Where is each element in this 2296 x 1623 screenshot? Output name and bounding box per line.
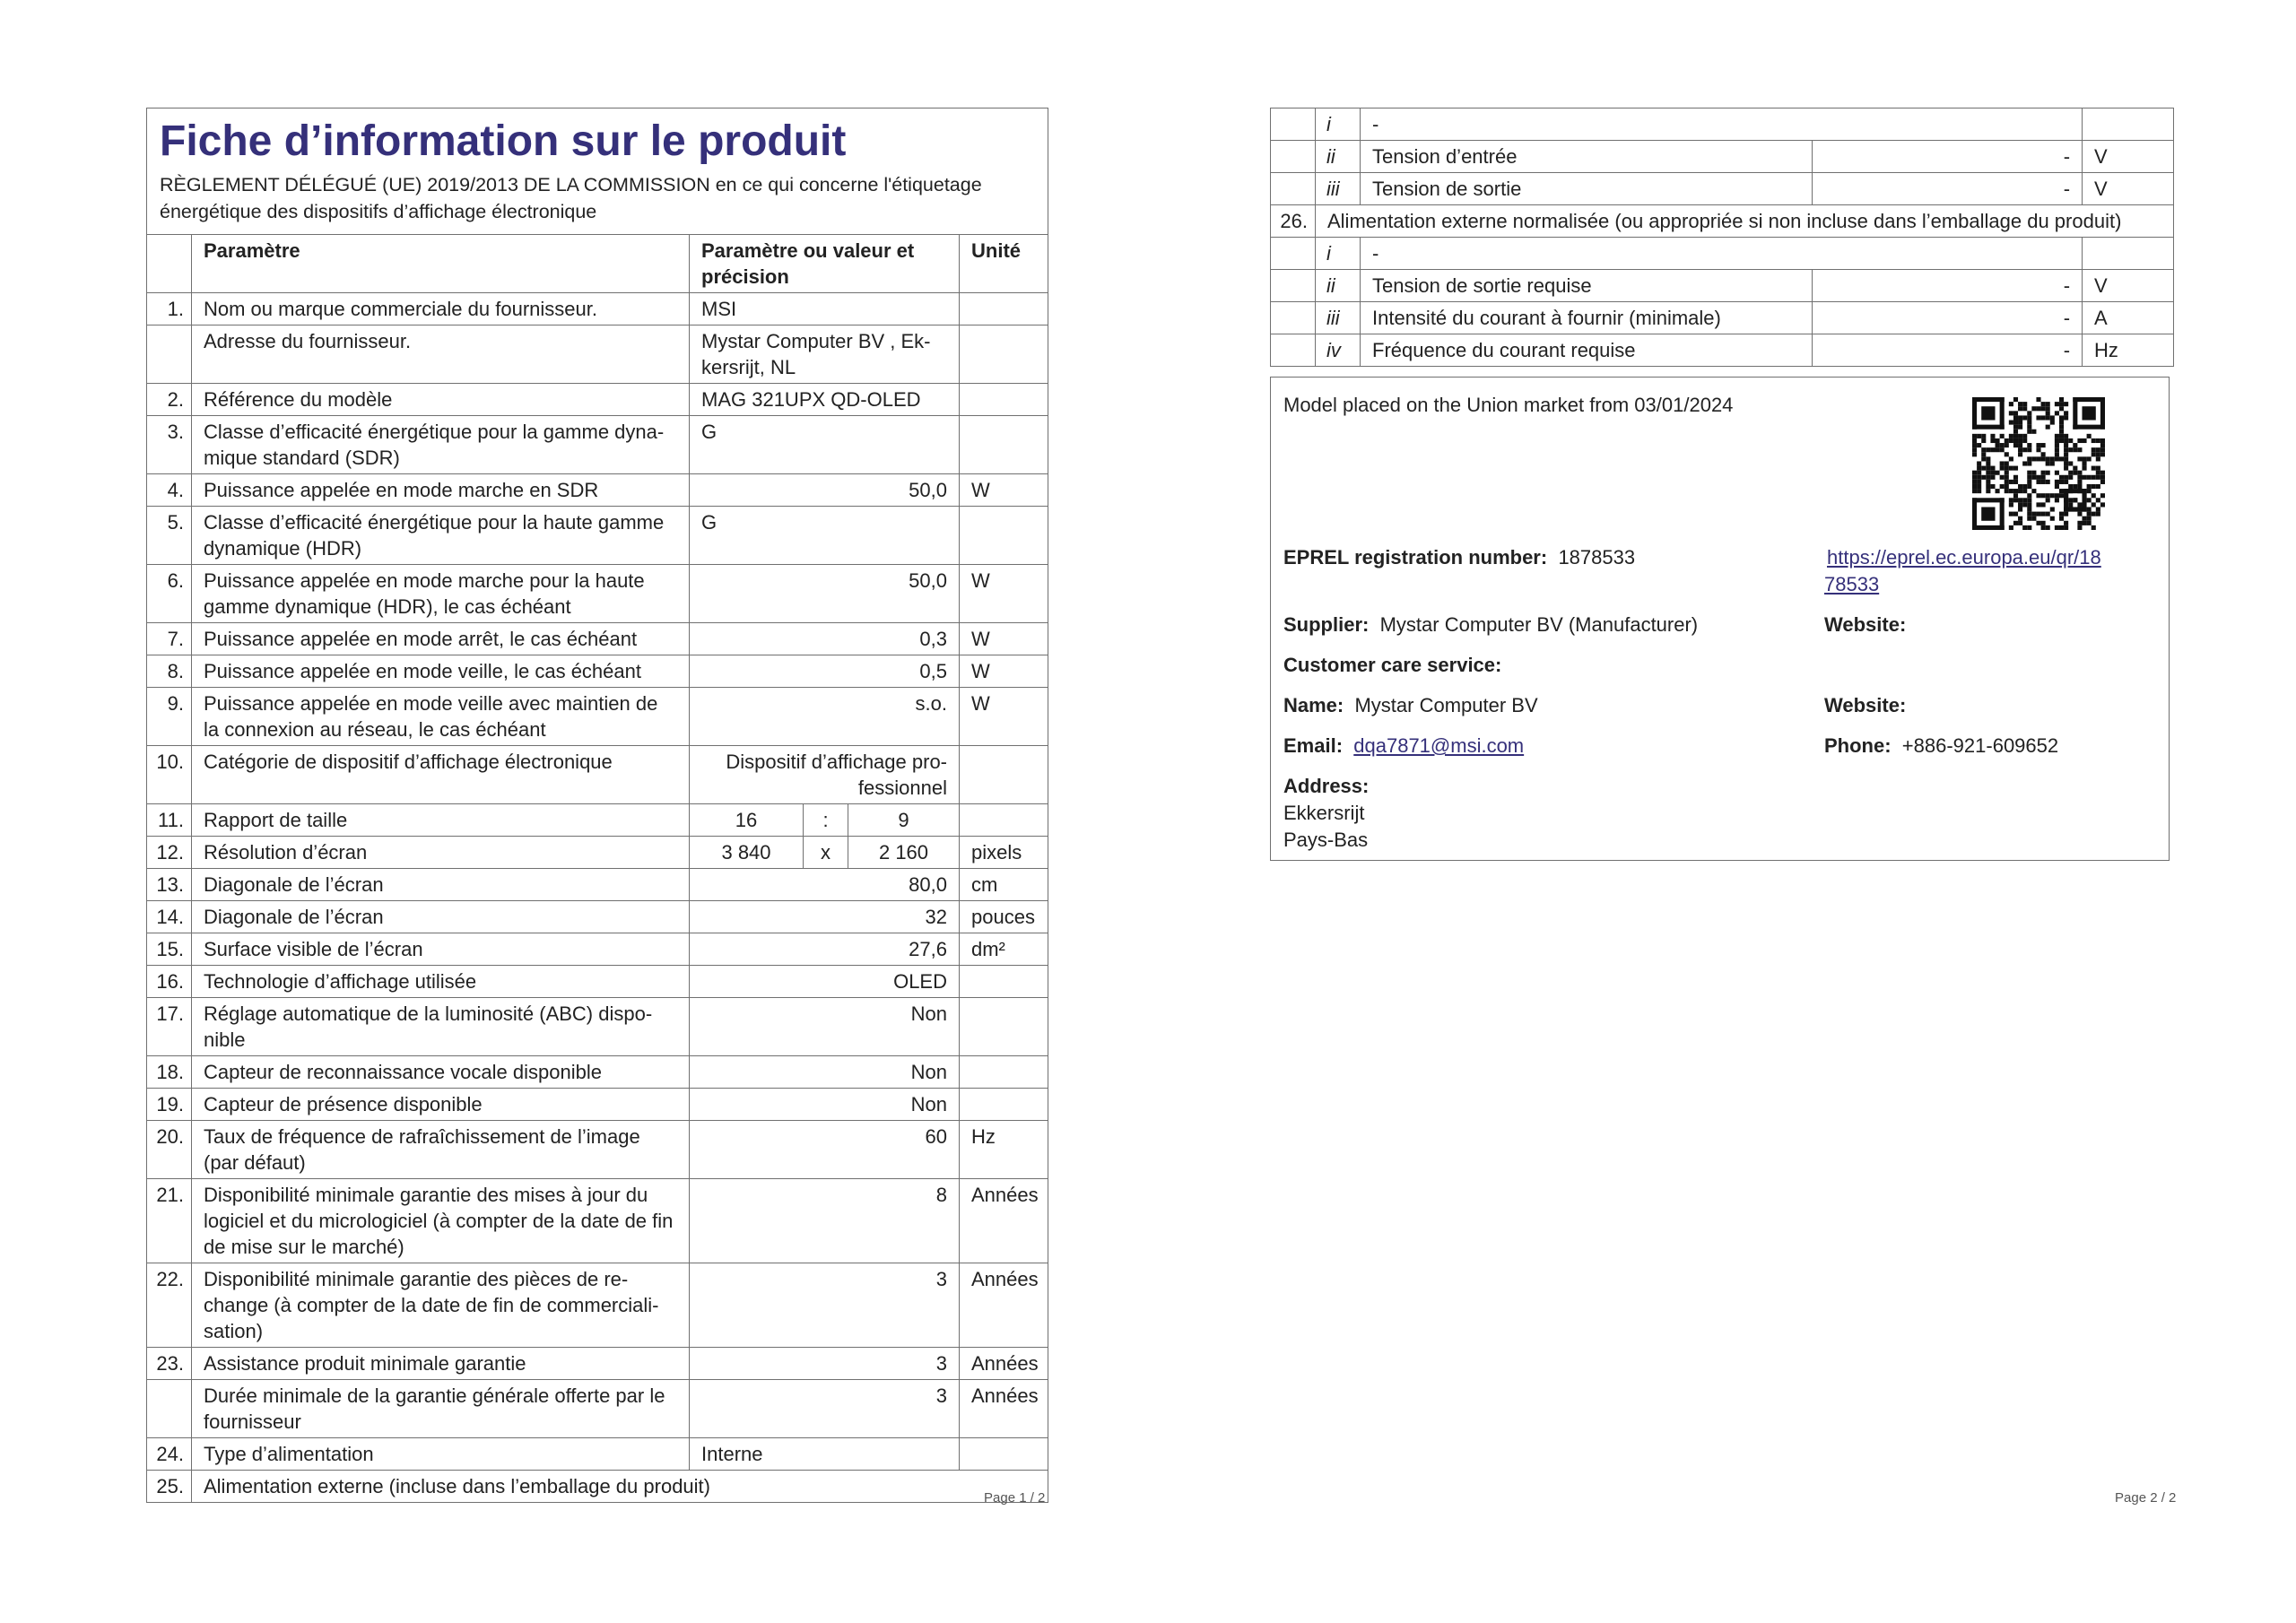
address-label: Address: <box>1283 775 1370 797</box>
page-number-1: Page 1 / 2 <box>984 1490 1046 1506</box>
eprel-number: 1878533 <box>1558 546 1636 568</box>
address-line-1: Ekkersrijt <box>1283 802 1365 824</box>
table-row: 16. Technologie d’affichage utilisée OLED <box>147 966 1048 998</box>
table-row: 21. Disponibilité minimale garantie des mises à jour du logiciel et du micrologiciel (à compter de la date de fin de mise sur le marché) 8 Années <box>147 1179 1048 1263</box>
page-2 <box>1270 108 2173 367</box>
table-row: 22. Disponibilité minimale garantie des pièces de re-change (à compter de la date de fin de commerciali-sation) 3 Années <box>147 1263 1048 1348</box>
table-row: 5. Classe d’efficacité énergétique pour la haute gamme dynamique (HDR) G <box>147 507 1048 565</box>
address-line-2: Pays-Bas <box>1283 829 1369 851</box>
table-row: Adresse du fournisseur. Mystar Computer BV , Ek-kersrijt, NL <box>147 325 1048 384</box>
name-value: Mystar Computer BV <box>1354 694 1538 716</box>
phone-label: Phone: <box>1824 734 1892 757</box>
title-row <box>147 108 1048 235</box>
table-row: iii Intensité du courant à fournir (minimale) - A <box>1271 302 2174 334</box>
email-label: Email: <box>1283 734 1344 757</box>
table-row: iii Tension de sortie - V <box>1271 173 2174 205</box>
regulation-subtitle: RÈGLEMENT DÉLÉGUÉ (UE) 2019/2013 DE LA COMMISSION en ce qui concerne l'étiquetage énergétique des dispositifs d’affichage électronique <box>160 174 982 222</box>
table-row: 19. Capteur de présence disponible Non <box>147 1089 1048 1121</box>
table-row: 17. Réglage automatique de la luminosité (ABC) dispo-nible Non <box>147 998 1048 1056</box>
table-row: i - <box>1271 108 2174 141</box>
page-title: Fiche d’information sur le produit <box>160 117 847 165</box>
table-row: 23. Assistance produit minimale garantie 3 Années <box>147 1348 1048 1380</box>
table-row: 24. Type d’alimentation Interne <box>147 1438 1048 1471</box>
table-row: ii Tension de sortie requise - V <box>1271 270 2174 302</box>
page-1 <box>146 108 1048 1503</box>
table-row: iv Fréquence du courant requise - Hz <box>1271 334 2174 367</box>
power-supply-table <box>1270 108 2174 367</box>
supplier-info-box <box>1270 377 2170 861</box>
table-row: ii Tension d’entrée - V <box>1271 141 2174 173</box>
customer-care-heading: Customer care service: <box>1283 654 1502 676</box>
table-row: 11. Rapport de taille 16 : 9 <box>147 804 1048 837</box>
eprel-link-line-1[interactable]: https://eprel.ec.europa.eu/qr/18 <box>1827 546 2101 568</box>
name-label: Name: <box>1283 694 1344 716</box>
header-value: Paramètre ou valeur et précision <box>690 235 960 293</box>
header-unit: Unité <box>960 235 1048 293</box>
table-header <box>147 235 1048 293</box>
table-row: 4. Puissance appelée en mode marche en SDR 50,0 W <box>147 474 1048 507</box>
table-row: 6. Puissance appelée en mode marche pour la haute gamme dynamique (HDR), le cas échéant 50,0 W <box>147 565 1048 623</box>
table-row: 1. Nom ou marque commerciale du fournisseur. MSI <box>147 293 1048 325</box>
table-row: 25. Alimentation externe (incluse dans l’emballage du produit) <box>147 1471 1048 1503</box>
supplier-label: Supplier: <box>1283 613 1370 636</box>
table-row: 3. Classe d’efficacité énergétique pour la gamme dyna-mique standard (SDR) G <box>147 416 1048 474</box>
table-row: 10. Catégorie de dispositif d’affichage électronique Dispositif d’affichage pro-fessionnel <box>147 746 1048 804</box>
table-row: 2. Référence du modèle MAG 321UPX QD-OLED <box>147 384 1048 416</box>
page-number-2: Page 2 / 2 <box>2115 1490 2177 1506</box>
website-label: Website: <box>1824 613 1907 636</box>
table-row: 8. Puissance appelée en mode veille, le cas échéant 0,5 W <box>147 655 1048 688</box>
market-date-text: Model placed on the Union market from 03/01/2024 <box>1283 394 1734 416</box>
table-row: 20. Taux de fréquence de rafraîchissement de l’image (par défaut) 60 Hz <box>147 1121 1048 1179</box>
eprel-link-line-2[interactable]: 78533 <box>1824 573 1880 595</box>
table-row: Durée minimale de la garantie générale offerte par le fournisseur 3 Années <box>147 1380 1048 1438</box>
supplier-value: Mystar Computer BV (Manufacturer) <box>1379 613 1699 636</box>
table-row: 14. Diagonale de l’écran 32 pouces <box>147 901 1048 933</box>
table-row: 15. Surface visible de l’écran 27,6 dm² <box>147 933 1048 966</box>
table-row: 9. Puissance appelée en mode veille avec maintien de la connexion au réseau, le cas échéant s.o. W <box>147 688 1048 746</box>
table-row: 26. Alimentation externe normalisée (ou appropriée si non incluse dans l’emballage du produit) <box>1271 205 2174 238</box>
table-row: 7. Puissance appelée en mode arrêt, le cas échéant 0,3 W <box>147 623 1048 655</box>
header-param: Paramètre <box>192 235 690 293</box>
eprel-label: EPREL registration number: <box>1283 546 1548 568</box>
table-row: 12. Résolution d’écran 3 840 x 2 160 pixels <box>147 837 1048 869</box>
table-row: 18. Capteur de reconnaissance vocale disponible Non <box>147 1056 1048 1089</box>
website-label-2: Website: <box>1824 694 1907 716</box>
table-row: 13. Diagonale de l’écran 80,0 cm <box>147 869 1048 901</box>
qr-code-icon <box>1972 397 2105 530</box>
table-row: i - <box>1271 238 2174 270</box>
email-link[interactable]: dqa7871@msi.com <box>1353 734 1525 757</box>
phone-value: +886-921-609652 <box>1901 734 2059 757</box>
product-info-table <box>146 108 1048 1503</box>
